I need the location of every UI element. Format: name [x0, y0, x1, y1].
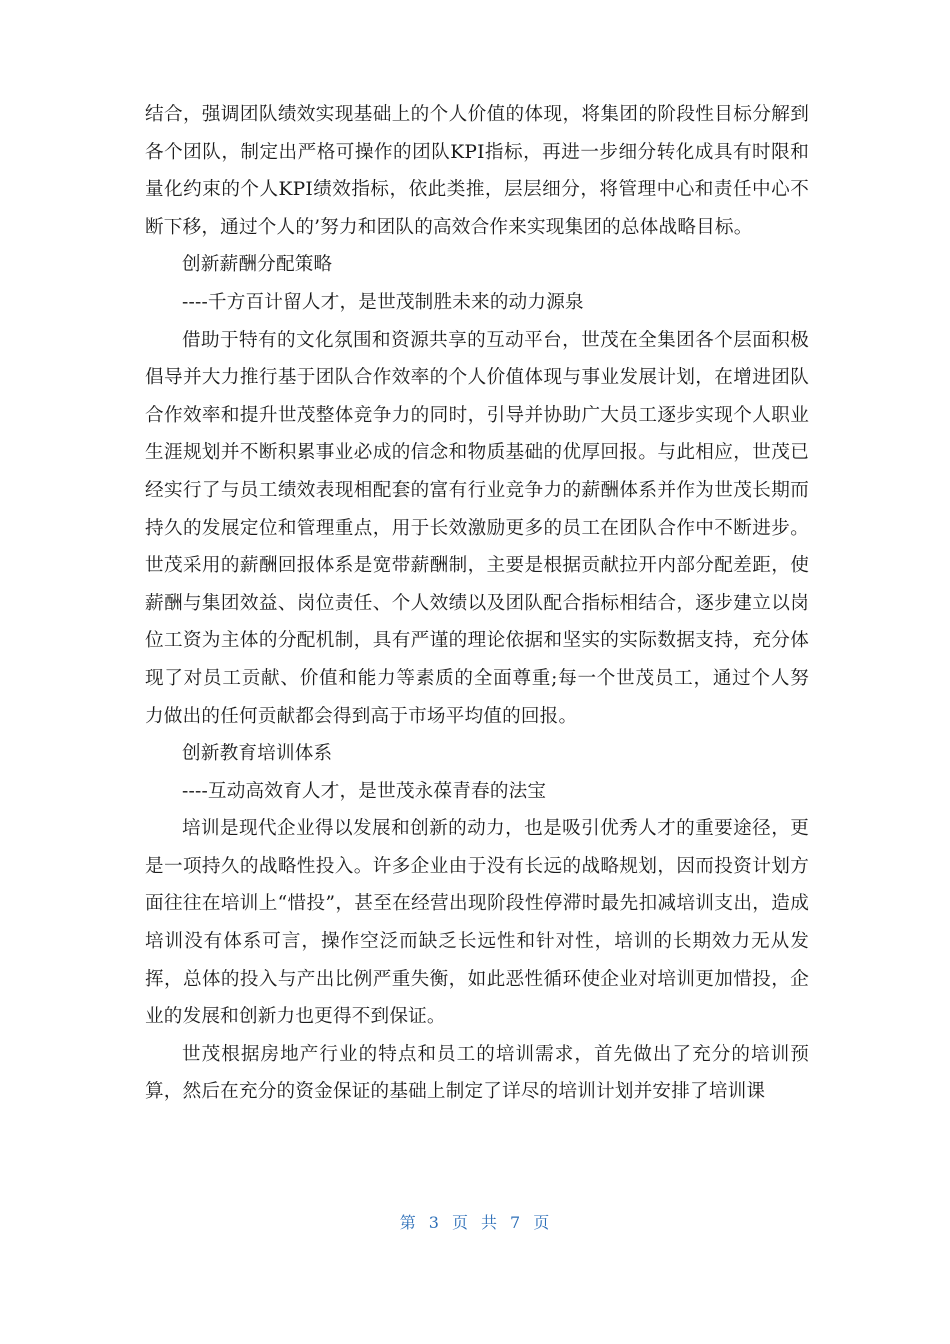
paragraph-training-budget: 世茂根据房地产行业的特点和员工的培训需求，首先做出了充分的培训预算，然后在充分的资金保证的基础上制定了详尽的培训计划并安排了培训课 [145, 1043, 809, 1103]
paragraph-compensation: 借助于特有的文化氛围和资源共享的互动平台，世茂在全集团各个层面积极倡导并大力推行基于团队合作效率的个人价值体现与事业发展计划，在增进团队合作效率和提升世茂整体竞争力的同时，引导并协助广大员工逐步实现个人职业生涯规划并不断积累事业必成的信念和物质基础的优厚回报。与此相应，世茂已经实行了与员工绩效表现相配套的富有行业竞争力的薪酬体系并作为世茂长期而持久的发展定位和管理重点，用于长效激励更多的员工在团队合作中不断进步。世茂采用的薪酬回报体系是宽带薪酬制，主要是根据贡献拉开内部分配差距，使薪酬与集团效益、岗位责任、个人效绩以及团队配合指标相结合，逐步建立以岗位工资为主体的分配机制，具有严谨的理论依据和坚实的实际数据支持，充分体现了对员工贡献、价值和能力等素质的全面尊重;每一个世茂员工，通过个人努力做出的任何贡献都会得到高于市场平均值的回报。 [145, 329, 809, 727]
footer-label-page: 第 [399, 1213, 417, 1232]
page-footer [0, 1210, 950, 1233]
footer-label-end: 页 [533, 1213, 551, 1232]
paragraph-training: 培训是现代企业得以发展和创新的动力，也是吸引优秀人才的重要途径，更是一项持久的战略性投入。许多企业由于没有长远的战略规划，因而投资计划方面往往在培训上“惜投”，甚至在经营出现阶段性停滞时最先扣减培训支出，造成培训没有体系可言，操作空泛而缺乏长远性和针对性，培训的长期效力无从发挥，总体的投入与产出比例严重失衡，如此恶性循环使企业对培训更加惜投，企业的发展和创新力也更得不到保证。 [145, 818, 809, 1028]
document-body [145, 96, 809, 1111]
paragraph-1: 结合，强调团队绩效实现基础上的个人价值的体现，将集团的阶段性目标分解到各个团队，制定出严格可操作的团队KPI指标，再进一步细分转化成具有时限和量化约束的个人KPI绩效指标，依此类推，层层细分，将管理中心和责任中心不断下移，通过个人的’努力和团队的高效合作来实现集团的总体战略目标。 [145, 104, 809, 238]
footer-total-pages: 7 [510, 1213, 522, 1232]
section-heading-training: 创新教育培训体系 [182, 743, 333, 765]
section-heading-compensation: 创新薪酬分配策略 [182, 254, 333, 276]
footer-current-page: 3 [428, 1213, 440, 1232]
footer-label-of: 页 共 [451, 1213, 499, 1232]
section-subheading-training: ----互动高效育人才，是世茂永葆青春的法宝 [182, 780, 547, 802]
section-subheading-compensation: ----千方百计留人才，是世茂制胜未来的动力源泉 [182, 291, 584, 313]
